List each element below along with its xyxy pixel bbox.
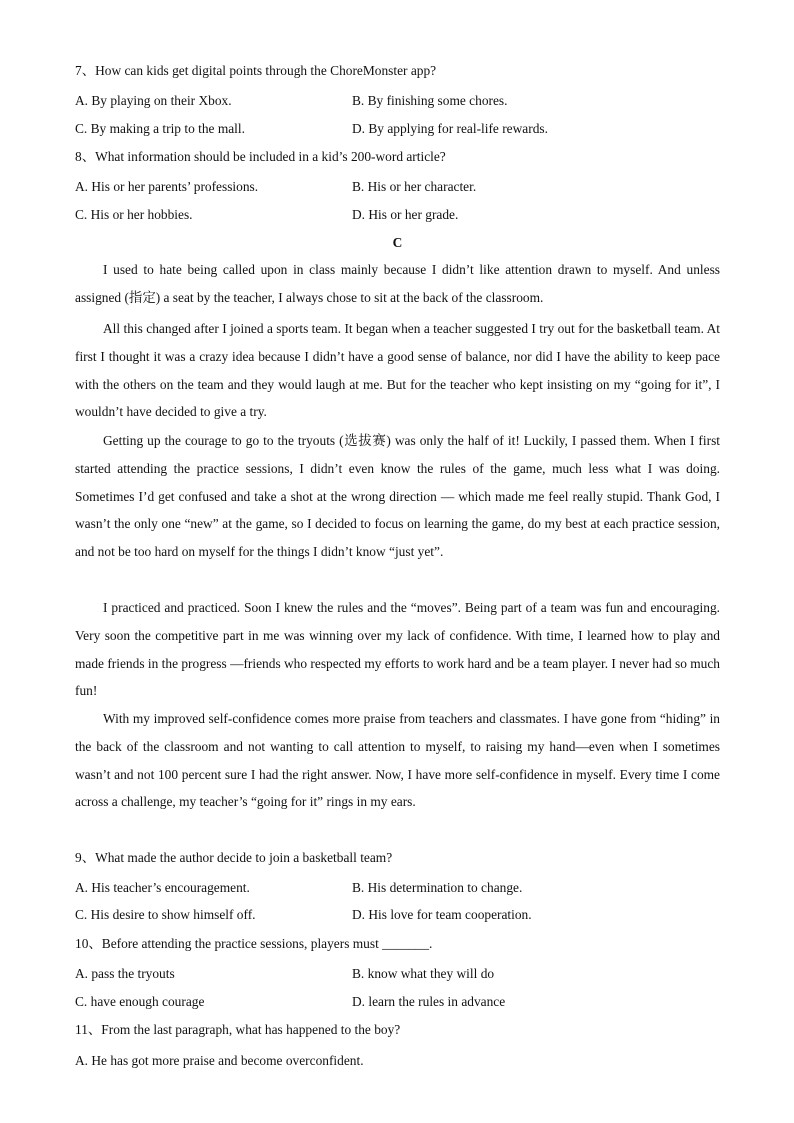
q8-option-a: A. His or her parents’ professions. [75, 179, 259, 194]
passage-paragraph-4: I practiced and practiced. Soon I knew the rules and the “moves”. Being part of a team was fun and encouraging. Very soon the competitive part in me was winning over my lack of confidence. With time, I learned how to play and made friends in the progress —friends who respected my efforts to work hard and be a team player. I never had so much fun! [75, 600, 720, 699]
passage-paragraph-5: With my improved self-confidence comes more praise from teachers and classmates. I have gone from “hiding” in the back of the classroom and not wanting to call attention to myself, to raising my hand—even when I sometimes wasn’t and not 100 percent sure I had the right answer. Now, I have more self-confidence in myself. Every time I come across a challenge, my teacher’s “going for it” rings in my ears. [75, 711, 720, 810]
q9-option-d: D. His love for team cooperation. [352, 907, 532, 922]
q9-option-c: C. His desire to show himself off. [75, 907, 256, 922]
q11-option-a: A. He has got more praise and become overconfident. [75, 1053, 364, 1068]
q10-option-b: B. know what they will do [352, 966, 495, 981]
q11-stem: 11、From the last paragraph, what has happened to the boy? [75, 1022, 401, 1037]
q8-option-d: D. His or her grade. [352, 207, 459, 222]
q7-stem: 7、How can kids get digital points through the ChoreMonster app? [75, 63, 437, 78]
q10-option-c: C. have enough courage [75, 994, 205, 1009]
q7-option-a: A. By playing on their Xbox. [75, 93, 232, 108]
q10-option-a: A. pass the tryouts [75, 966, 175, 981]
q7-option-b: B. By finishing some chores. [352, 93, 508, 108]
q8-option-c: C. His or her hobbies. [75, 207, 193, 222]
q8-option-b: B. His or her character. [352, 179, 477, 194]
q10-option-d: D. learn the rules in advance [352, 994, 506, 1009]
passage-paragraph-2: All this changed after I joined a sports team. It began when a teacher suggested I try out for the basketball team. At first I thought it was a crazy idea because I didn’t have a good sense of balance, nor did I have the ability to keep pace with the others on the team and they would laugh at me. But for the teacher who kept insisting on my “going for it”, I wouldn’t have decided to give a try. [75, 321, 720, 420]
q7-option-c: C. By making a trip to the mall. [75, 121, 245, 136]
q8-stem: 8、What information should be included in a kid’s 200-word article? [75, 149, 446, 164]
q9-option-a: A. His teacher’s encouragement. [75, 880, 250, 895]
section-c-heading: C [392, 235, 403, 250]
q9-option-b: B. His determination to change. [352, 880, 523, 895]
q10-stem: 10、Before attending the practice sessions, players must _______. [75, 936, 433, 951]
q9-stem: 9、What made the author decide to join a basketball team? [75, 850, 393, 865]
passage-paragraph-1: I used to hate being called upon in class mainly because I didn’t like attention drawn to myself. And unless assigned (指定) a seat by the teacher, I always chose to sit at the back of the classroom. [75, 262, 720, 305]
passage-paragraph-3: Getting up the courage to go to the tryouts (选拔赛) was only the half of it! Luckily, I passed them. When I first started attending the practice sessions, I didn’t even know the rules of the game, much less what I was doing. Sometimes I’d get confused and take a shot at the wrong direction — which made me feel really stupid. Thank God, I wasn’t the only one “new” at the game, so I decided to focus on learning the game, do my best at each practice session, and not be too hard on myself for the things I didn’t know “just yet”. [75, 433, 720, 560]
q7-option-d: D. By applying for real-life rewards. [352, 121, 548, 136]
